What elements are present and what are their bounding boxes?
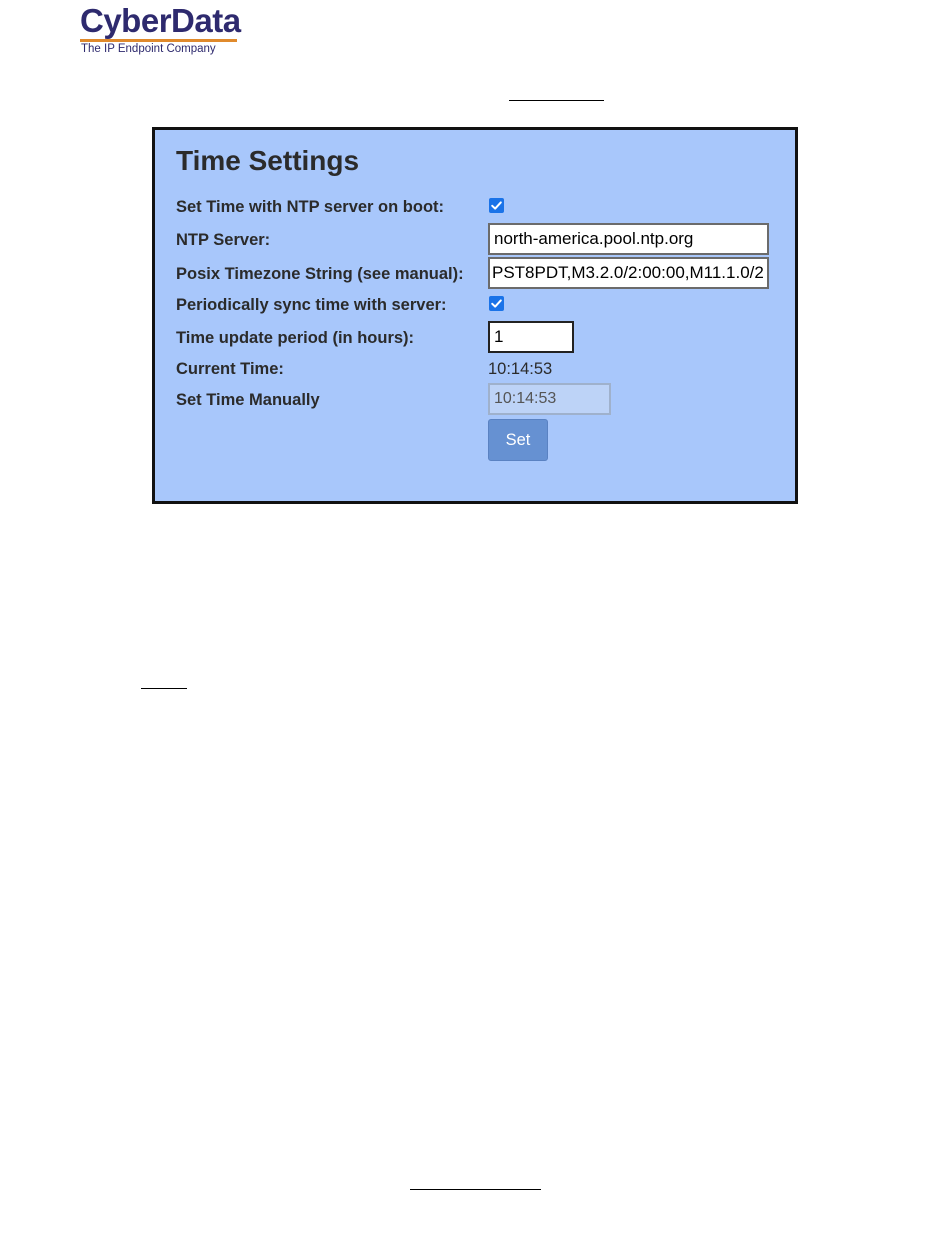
checkmark-icon <box>489 198 504 213</box>
cyberdata-logo <box>80 4 240 54</box>
periodic-sync-checkbox[interactable] <box>489 296 504 311</box>
set-time-manually-label: Set Time Manually <box>176 391 320 409</box>
underline-rule <box>141 688 187 689</box>
checkmark-icon <box>489 296 504 311</box>
underline-rule <box>410 1189 541 1190</box>
set-time-button[interactable]: Set <box>488 419 548 461</box>
ntp-server-input[interactable] <box>488 223 769 255</box>
underline-rule <box>509 100 604 101</box>
logo-tagline: The IP Endpoint Company <box>81 43 216 55</box>
ntp-on-boot-checkbox[interactable] <box>489 198 504 213</box>
logo-wordmark: CyberData <box>80 2 241 39</box>
periodic-sync-label: Periodically sync time with server: <box>176 296 447 314</box>
current-time-value: 10:14:53 <box>488 360 553 378</box>
posix-timezone-input[interactable] <box>488 257 769 289</box>
posix-timezone-label: Posix Timezone String (see manual): <box>176 265 464 283</box>
ntp-on-boot-label: Set Time with NTP server on boot: <box>176 198 445 216</box>
current-time-label: Current Time: <box>176 360 284 378</box>
logo-accent-bar <box>80 39 237 42</box>
update-period-label: Time update period (in hours): <box>176 329 415 347</box>
set-time-manually-input[interactable] <box>488 383 611 415</box>
time-settings-panel <box>152 127 798 504</box>
ntp-server-label: NTP Server: <box>176 231 271 249</box>
panel-title: Time Settings <box>176 145 360 176</box>
update-period-input[interactable] <box>488 321 574 353</box>
